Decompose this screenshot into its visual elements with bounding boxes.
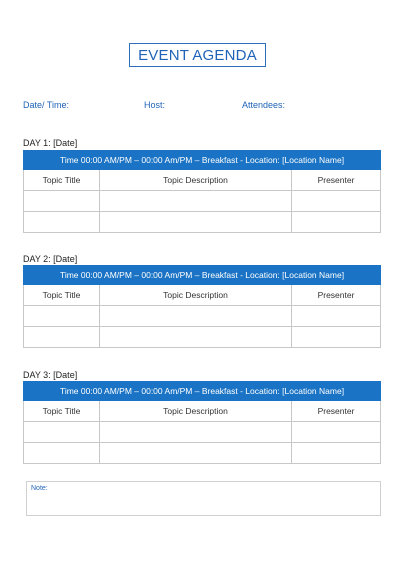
page-title: EVENT AGENDA [129, 43, 266, 67]
table-row [24, 327, 381, 348]
day-1-time-header: Time 00:00 AM/PM – 00:00 Am/PM – Breakfast - Location: [Location Name] [24, 151, 381, 170]
topic-title-cell[interactable] [24, 212, 100, 233]
day-1-table [23, 150, 381, 233]
day-2-time-header: Time 00:00 AM/PM – 00:00 Am/PM – Breakfast - Location: [Location Name] [24, 266, 381, 285]
topic-title-cell[interactable] [24, 422, 100, 443]
topic-description-cell[interactable] [100, 443, 292, 464]
topic-description-header: Topic Description [100, 285, 292, 306]
topic-description-cell[interactable] [100, 306, 292, 327]
presenter-cell[interactable] [292, 191, 381, 212]
presenter-cell[interactable] [292, 212, 381, 233]
date-time-label: Date/ Time: [23, 100, 70, 110]
topic-title-header: Topic Title [24, 170, 100, 191]
presenter-cell[interactable] [292, 443, 381, 464]
table-row [24, 443, 381, 464]
topic-description-cell[interactable] [100, 422, 292, 443]
day-1-column-headers [24, 170, 381, 191]
table-row [24, 422, 381, 443]
presenter-cell[interactable] [292, 306, 381, 327]
topic-title-header: Topic Title [24, 401, 100, 422]
host-label: Host: [144, 100, 166, 110]
note-label: Note: [31, 485, 48, 492]
table-row [24, 306, 381, 327]
day-3-time-header: Time 00:00 AM/PM – 00:00 Am/PM – Breakfast - Location: [Location Name] [24, 382, 381, 401]
presenter-header: Presenter [292, 401, 381, 422]
attendees-label: Attendees: [242, 100, 286, 110]
day-3-time-header-row [24, 382, 381, 401]
topic-description-header: Topic Description [100, 170, 292, 191]
topic-title-cell[interactable] [24, 191, 100, 212]
topic-description-header: Topic Description [100, 401, 292, 422]
day-3-column-headers [24, 401, 381, 422]
presenter-header: Presenter [292, 170, 381, 191]
day-1-time-header-row [24, 151, 381, 170]
table-row [24, 212, 381, 233]
day-2-column-headers [24, 285, 381, 306]
presenter-cell[interactable] [292, 422, 381, 443]
day-1-label: DAY 1: [Date] [23, 138, 78, 148]
presenter-header: Presenter [292, 285, 381, 306]
day-2-table [23, 265, 381, 348]
day-2-label: DAY 2: [Date] [23, 254, 78, 264]
note-box[interactable] [26, 481, 381, 516]
topic-description-cell[interactable] [100, 191, 292, 212]
day-3-table [23, 381, 381, 464]
day-2-time-header-row [24, 266, 381, 285]
day-3-label: DAY 3: [Date] [23, 370, 78, 380]
topic-title-cell[interactable] [24, 327, 100, 348]
table-row [24, 191, 381, 212]
topic-title-header: Topic Title [24, 285, 100, 306]
presenter-cell[interactable] [292, 327, 381, 348]
topic-title-cell[interactable] [24, 443, 100, 464]
topic-description-cell[interactable] [100, 212, 292, 233]
topic-title-cell[interactable] [24, 306, 100, 327]
topic-description-cell[interactable] [100, 327, 292, 348]
